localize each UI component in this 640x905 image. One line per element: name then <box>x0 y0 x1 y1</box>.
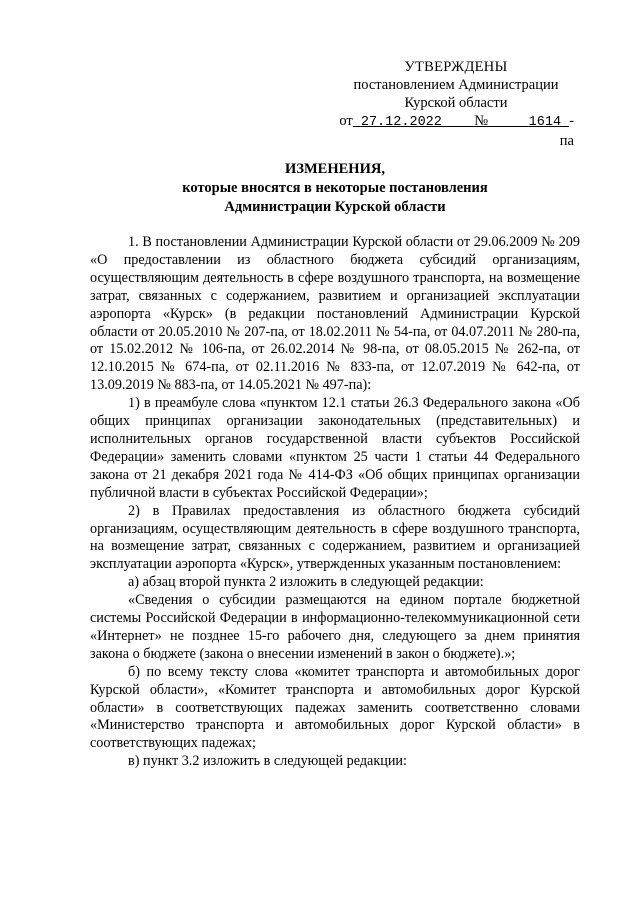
date-prefix: от <box>339 113 353 129</box>
approval-date: 27.12.2022 <box>360 115 442 130</box>
number-sign: № <box>474 113 489 129</box>
document-body <box>90 234 580 771</box>
approval-line-1: постановлением Администрации <box>353 77 559 93</box>
document-title <box>90 160 580 217</box>
title-line-2: которые вносятся в некоторые постановления <box>182 180 488 196</box>
paragraph-5: «Сведения о субсидии размещаются на едином портале бюджетной системы Российской Федерации в информационно-телекоммуникационной сети «Интернет» не позднее 15-го рабочего дня, следующего за днем принятия закона о бюджете (закона о внесении изменений в закон о бюджете).»; <box>90 592 580 662</box>
approval-number: 1614 <box>528 115 562 130</box>
approval-line-2: Курской области <box>404 95 508 111</box>
approval-date-line <box>336 112 576 150</box>
paragraph-2: 1) в преамбуле слова «пунктом 12.1 статьи 26.3 Федерального закона «Об общих принципах организации законодательных (представительных) и исполнительных органов государственной власти субъектов Российской Федерации» заменить словами «пунктом 25 части 1 статьи 44 Федерального закона от 21 декабря 2021 года № 414-ФЗ «Об общих принципах организации публичной власти в субъектах Российской Федерации»; <box>90 395 580 501</box>
paragraph-7: в) пункт 3.2 изложить в следующей редакции: <box>128 753 407 770</box>
paragraph-3: 2) в Правилах предоставления из областного бюджета субсидий организациям, осуществляющим деятельность в сфере воздушного транспорта, на возмещение затрат, связанных с содержанием, развитием и организацией эксплуатации аэропорта «Курск», утвержденных указанным постановлением: <box>90 502 580 573</box>
title-line-1: ИЗМЕНЕНИЯ, <box>285 161 385 177</box>
approval-heading: УТВЕРЖДЕНЫ <box>404 59 508 75</box>
paragraph-6: б) по всему тексту слова «комитет транспорта и автомобильных дорог Курской области», «Комитет транспорта и автомобильных дорог Курской области» в соответствующих падежах заменить соответственно словами «Министерство транспорта и автомобильных дорог Курской области» в соответствующих падежах; <box>90 663 580 752</box>
paragraph-1: 1. В постановлении Администрации Курской области от 29.06.2009 № 209 «О предоставлении из областного бюджета субсидий организациям, осуществляющим деятельность в сфере воздушного транспорта, на возмещение затрат, связанных с содержанием, развитием и организацией эксплуатации аэропорта «Курск» (в редакции постановлений Администрации Курской области от 20.05.2010 № 207-па, от 18.02.2011 № 54-па, от 04.07.2011 № 280-па, от 15.02.2012 № 106-па, от 26.02.2014 № 98-па, от 08.05.2015 № 262-па, от 12.10.2015 № 674-па, от 02.11.2016 № 833-па, от 12.07.2019 № 642-па, от 13.09.2019 № 883-па, от 14.05.2021 № 497-па): <box>90 234 580 394</box>
approval-stamp <box>336 58 576 150</box>
number-suffix: -па <box>559 113 574 149</box>
title-line-3: Администрации Курской области <box>224 199 446 215</box>
paragraph-4: а) абзац второй пункта 2 изложить в следующей редакции: <box>128 574 484 591</box>
